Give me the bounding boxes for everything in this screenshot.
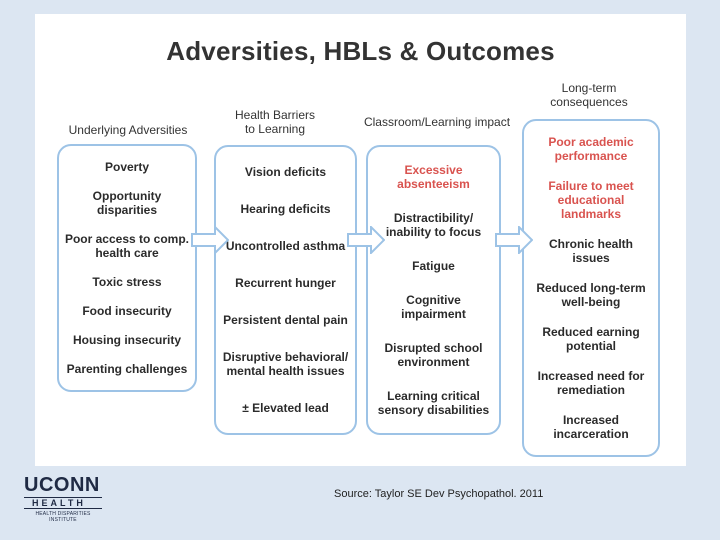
list-item: Distractibility/ inability to focus [385, 211, 482, 239]
list-item: Hearing deficits [240, 201, 331, 216]
list-item: Poverty [104, 159, 150, 174]
source-citation: Source: Taylor SE Dev Psychopathol. 2011 [334, 488, 544, 500]
health-barriers-box [214, 145, 357, 435]
list-item: Opportunity disparities [92, 188, 162, 217]
adversities-box [57, 144, 197, 392]
list-item: Uncontrolled asthma [225, 238, 346, 253]
list-item: Food insecurity [82, 304, 172, 319]
long-term-box [522, 119, 660, 457]
list-item: Recurrent hunger [235, 275, 336, 290]
list-item: Chronic health issues [548, 237, 633, 265]
column-header-health-barriers: Health Barriers to Learning [234, 108, 316, 136]
list-item: Poor academic performance [548, 135, 634, 163]
list-item: Reduced long-term well-being [536, 281, 646, 309]
logo-health-text: HEALTH [24, 497, 102, 509]
column-header-adversities: Underlying Adversities [68, 123, 188, 137]
list-item: Fatigue [412, 259, 455, 273]
column-header-long-term: Long-term consequences [550, 81, 628, 109]
list-item: ± Elevated lead [242, 401, 329, 416]
list-item: Increased incarceration [553, 413, 629, 441]
list-item: Increased need for remediation [537, 369, 645, 397]
list-item: Parenting challenges [66, 362, 188, 377]
list-item: Vision deficits [244, 164, 327, 179]
list-item: Disruptive behavioral/ mental health issues [222, 350, 349, 379]
slide-panel [35, 14, 686, 466]
list-item: Toxic stress [92, 274, 162, 289]
classroom-impact-box [366, 145, 501, 435]
arrow-right-icon [191, 226, 229, 254]
uconn-health-logo [24, 474, 102, 523]
list-item: Housing insecurity [72, 333, 182, 348]
list-item: Learning critical sensory disabilities [377, 389, 490, 417]
list-item: Poor access to comp. health care [64, 231, 190, 260]
arrow-right-icon [495, 226, 533, 254]
arrow-right-icon [347, 226, 385, 254]
list-item: Persistent dental pain [223, 313, 348, 328]
list-item: Excessive absenteeism [397, 163, 470, 191]
list-item: Reduced earning potential [542, 325, 640, 353]
slide-title: Adversities, HBLs & Outcomes [166, 36, 555, 66]
list-item: Cognitive impairment [401, 293, 466, 321]
logo-wordmark: UCONN [24, 474, 100, 496]
list-item: Disrupted school environment [384, 341, 483, 369]
list-item: Failure to meet educational landmarks [548, 179, 634, 221]
column-header-classroom: Classroom/Learning impact [363, 115, 511, 129]
logo-tagline: HEALTH DISPARITIES INSTITUTE [35, 511, 91, 523]
